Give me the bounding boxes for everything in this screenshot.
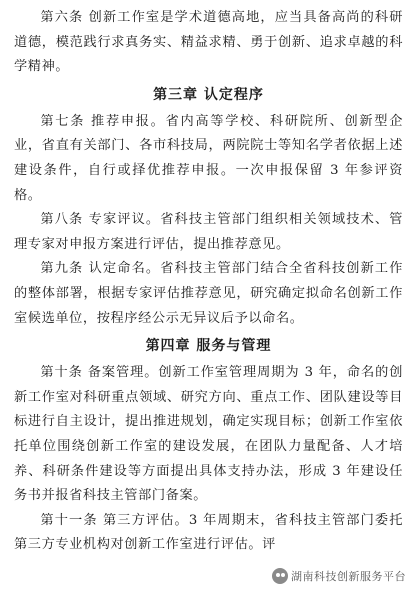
watermark-text: 湖南科技创新服务平台 xyxy=(291,570,406,583)
chapter-4-heading: 第四章 服务与管理 xyxy=(145,338,272,355)
article-9: 第九条 认定命名。省科技主管部门结合全省科技创新工作的整体部署，根据专家评估推荐意见，研究确定拟命名创新工作室候选单位，按程序经公示无异议后予以命名。 xyxy=(14,261,403,326)
wechat-icon xyxy=(272,568,288,584)
watermark xyxy=(269,567,409,585)
article-10: 第十条 备案管理。创新工作室管理周期为 3 年，命名的创新工作室对科研重点领域、研究方向、重点工作、团队建设等目标进行自主设计，提出推进规划，确定实现目标；创新工作室依托单位围绕创新工作室的建设发展，在团队力量配备、人才培养、科研条件建设等方面提出具体支持办法，形成 3 年建设任务书并报省科技主管部门备案。 xyxy=(14,365,403,504)
article-6: 第六条 创新工作室是学术道德高地，应当具备高尚的科研道德，模范践行求真务实、精益求精、勇于创新、追求卓越的科学精神。 xyxy=(14,10,403,75)
chapter-3-heading: 第三章 认定程序 xyxy=(153,86,264,103)
article-11: 第十一条 第三方评估。3 年周期末，省科技主管部门委托第三方专业机构对创新工作室进行评估。评 xyxy=(14,512,403,553)
article-7: 第七条 推荐申报。省内高等学校、科研院所、创新型企业，省直有关部门、各市科技局，两院院士等知名学者依据上述建设条件，自行或择优推荐申报。一次申报保留 3 年参评资格。 xyxy=(14,113,403,203)
article-8: 第八条 专家评议。省科技主管部门组织相关领域技术、管理专家对申报方案进行评估，提出推荐意见。 xyxy=(14,212,403,252)
